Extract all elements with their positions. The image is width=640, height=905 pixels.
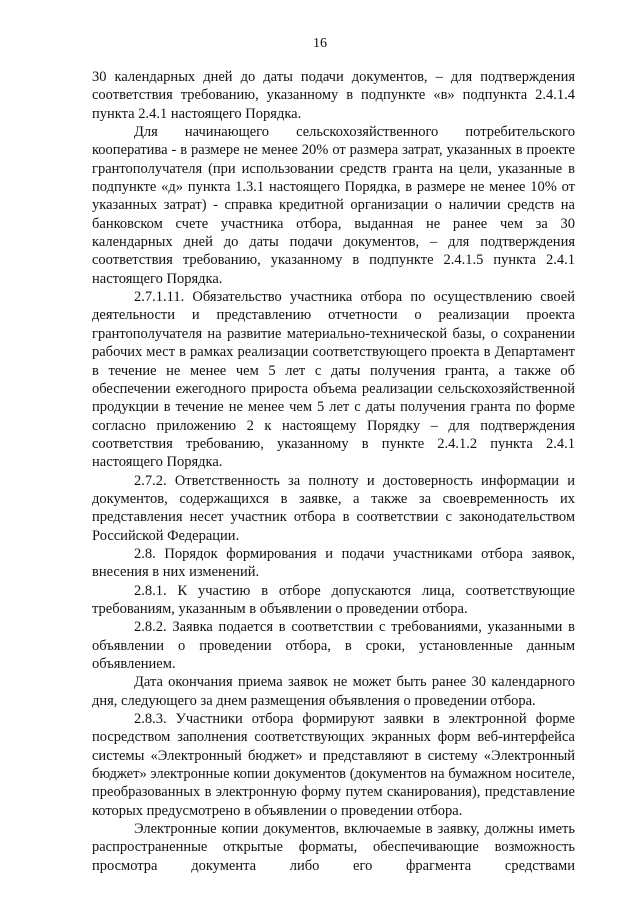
paragraph-deadline: Дата окончания приема заявок не может быть ранее 30 календарного дня, следующего за днем размещения объявления о проведении отбора.: [92, 674, 575, 709]
paragraph-continuation: 30 календарных дней до даты подачи документов, – для подтверждения соответствия требованию, указанному в подпункте «в» подпункта 2.4.1.4 пункта 2.4.1 настоящего Порядка.: [92, 69, 575, 122]
paragraph-2-7-1-11: 2.7.1.11. Обязательство участника отбора по осуществлению своей деятельности и представлению отчетности о реализации проекта грантополучателя на развитие материально-технической базы, о сохранении рабочих мест в рамках реализации соответствующего проекта в Департамент в течение не менее чем 5 лет с даты получения гранта, а также об обеспечении ежегодного прироста объема реализации сельскохозяйственной продукции в течение не менее чем 5 лет с даты получения гранта по форме согласно приложению 2 к настоящему Порядку – для подтверждения соответствия требованию, указанному в пункте 2.4.1.2 пункта 2.4.1 настоящего Порядка.: [92, 289, 575, 471]
paragraph-2-8-3: 2.8.3. Участники отбора формируют заявки в электронной форме посредством заполнения соответствующих экранных форм веб-интерфейса системы «Электронный бюджет» и представляют в систему «Электронный бюджет» электронные копии документов (документов на бумажном носителе, преобразованных в электронную форму путем сканирования), представление которых предусмотрено в объявлении о проведении отбора.: [92, 711, 575, 819]
paragraph-cooperative-requirement: Для начинающего сельскохозяйственного потребительского кооператива - в размере не менее 20% от размера затрат, указанных в проекте грантополучателя (при использовании средств гранта на цели, указанные в подпункте «д» пункта 1.3.1 настоящего Порядка, в размере не менее 10% от указанных затрат) - справка кредитной организации о наличии средств на банковском счете участника отбора, выданная не ранее чем за 30 календарных дней до даты подачи документов, – для подтверждения соответствия требованию, указанному в подпункте 2.4.1.5 пункта 2.4.1 настоящего Порядка.: [92, 124, 575, 287]
paragraph-electronic-copies: Электронные копии документов, включаемые в заявку, должны иметь распространенные открытые форматы, обеспечивающие возможность просмотра документа либо его фрагмента средствами: [92, 821, 575, 874]
document-body: [92, 68, 575, 875]
page-number: 16: [313, 36, 327, 51]
paragraph-2-8-1: 2.8.1. К участию в отборе допускаются лица, соответствующие требованиям, указанным в объявлении о проведении отбора.: [92, 582, 575, 617]
paragraph-2-7-2: 2.7.2. Ответственность за полноту и достоверность информации и документов, содержащихся в заявке, а также за своевременность их представления несет участник отбора в соответствии с законодательством Российской Федерации.: [92, 472, 575, 544]
paragraph-2-8: 2.8. Порядок формирования и подачи участниками отбора заявок, внесения в них изменений.: [92, 545, 575, 581]
paragraph-2-8-2: 2.8.2. Заявка подается в соответствии с требованиями, указанными в объявлении о проведении отбора, в сроки, установленные данным объявлением.: [92, 619, 575, 672]
